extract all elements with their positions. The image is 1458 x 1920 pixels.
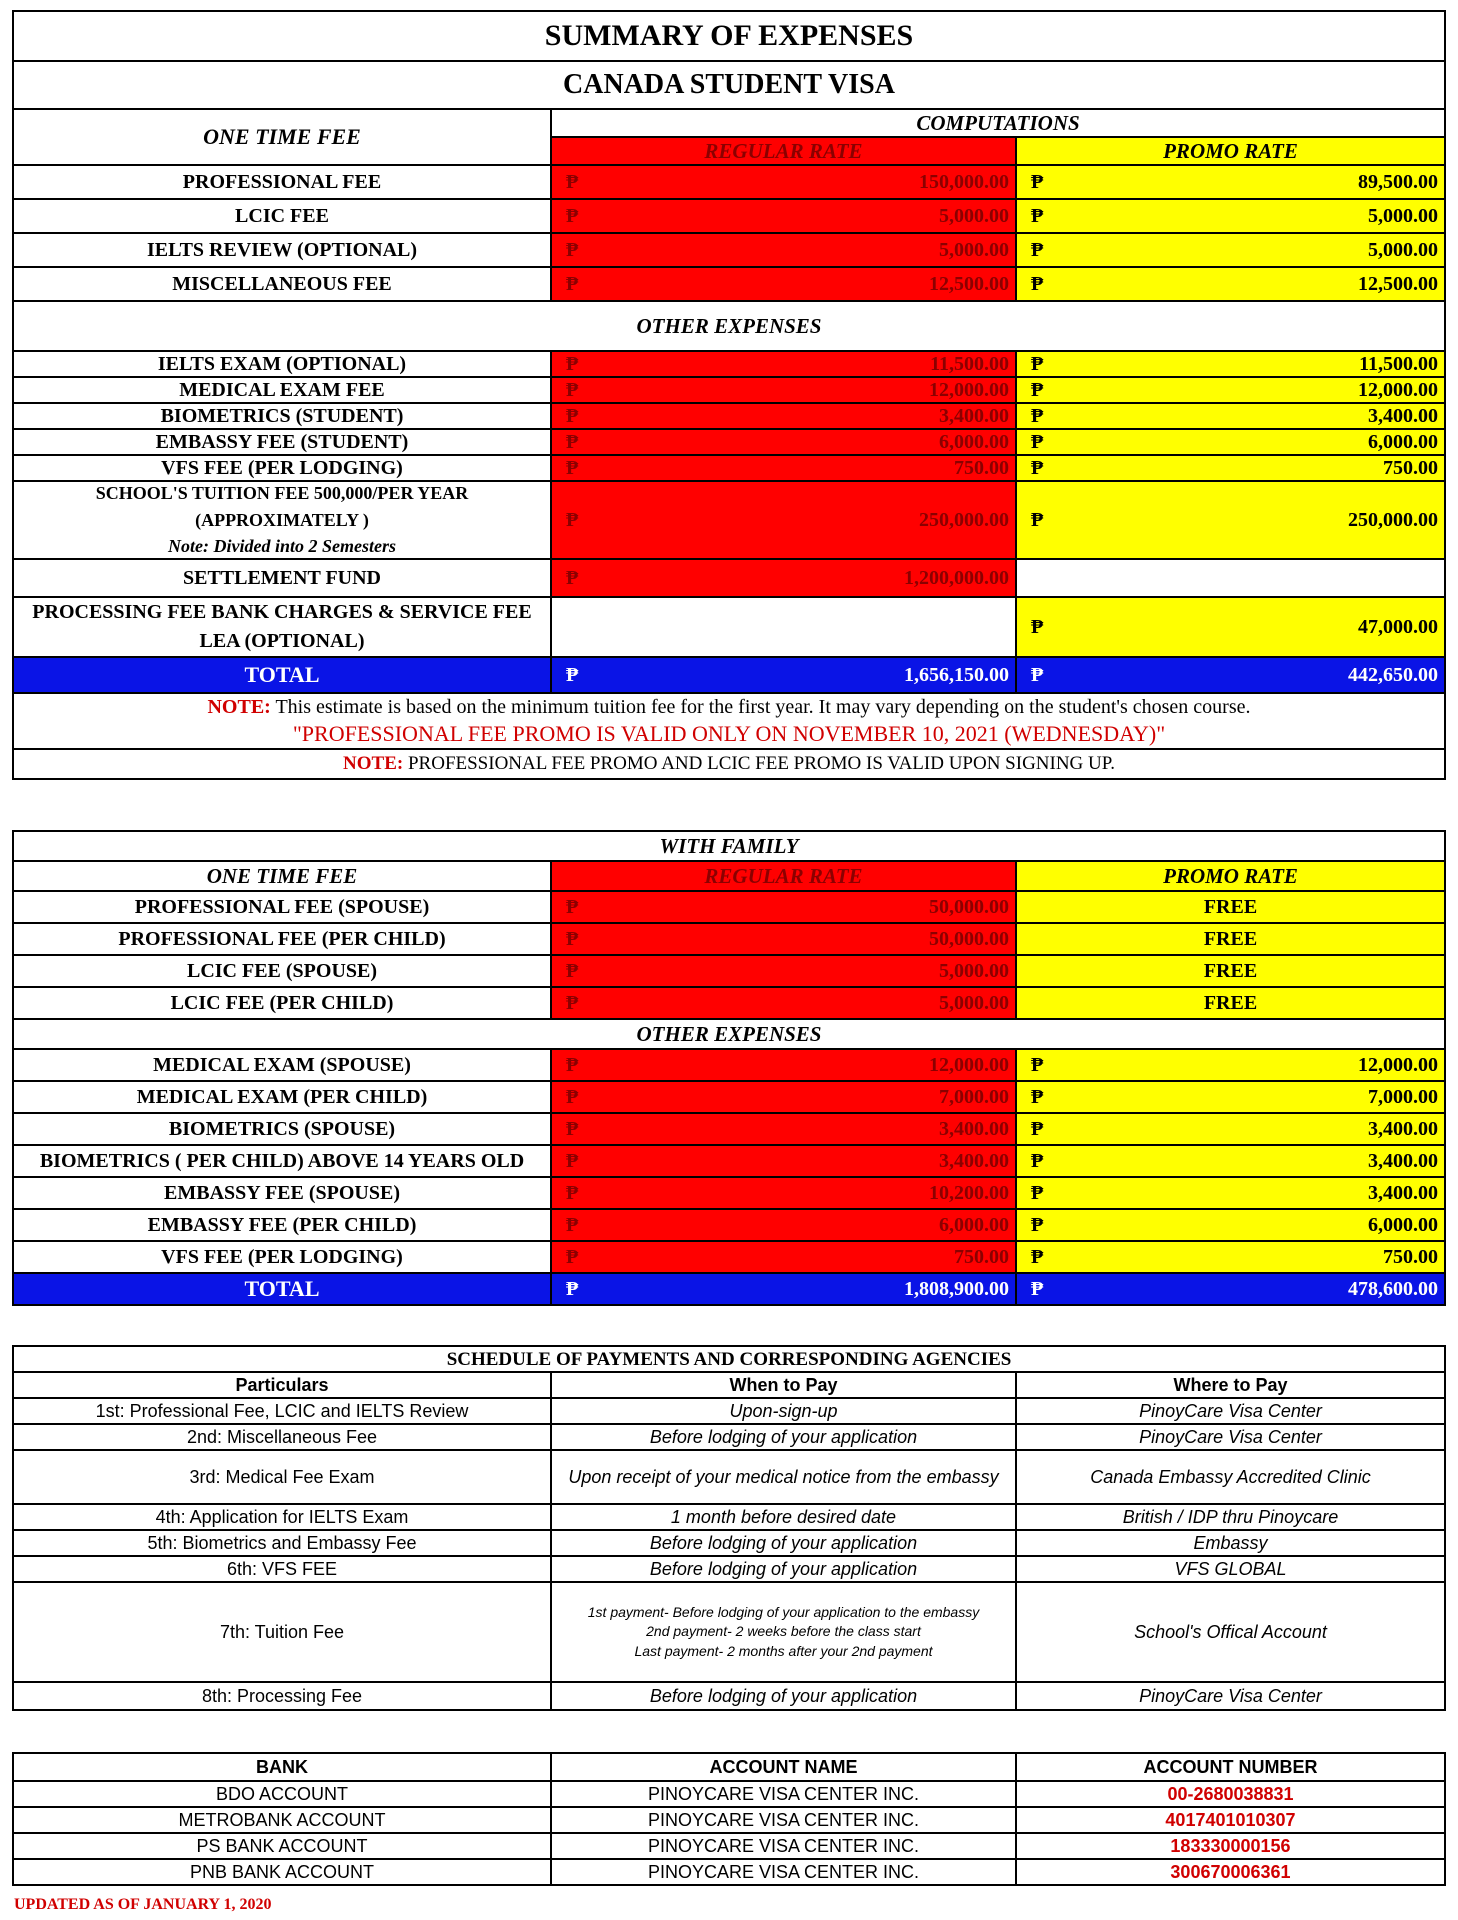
family-fee-regular <box>551 987 1016 1019</box>
account-name: PINOYCARE VISA CENTER INC. <box>551 1833 1016 1859</box>
bank-name: PNB BANK ACCOUNT <box>13 1859 551 1885</box>
amount-value: 7,000.00 <box>1368 1086 1439 1108</box>
schedule-when: Before lodging of your application <box>551 1682 1016 1710</box>
peso-sign: ₱ <box>1031 1118 1044 1140</box>
processing-regular-empty <box>551 597 1016 657</box>
student-total-row <box>13 657 1445 693</box>
family-expense-label: MEDICAL EXAM (PER CHILD) <box>13 1081 551 1113</box>
family-fee-promo: FREE <box>1016 891 1445 923</box>
amount-value: 6,000.00 <box>939 431 1009 453</box>
peso-sign: ₱ <box>566 353 579 375</box>
family-expense-promo <box>1016 1241 1445 1273</box>
page-title: SUMMARY OF EXPENSES <box>13 11 1445 61</box>
bank-header-name: ACCOUNT NAME <box>551 1753 1016 1781</box>
schedule-particular: 6th: VFS FEE <box>13 1556 551 1582</box>
family-expense-regular <box>551 1241 1016 1273</box>
family-other-rows <box>13 1049 1445 1273</box>
family-expense-promo <box>1016 1145 1445 1177</box>
schedule-row <box>13 1398 1445 1424</box>
family-total-regular: ₱ 1,808,900.00 <box>551 1273 1016 1305</box>
peso-sign: ₱ <box>1031 431 1044 453</box>
family-fee-row <box>13 923 1445 955</box>
fee-row <box>13 267 1445 301</box>
bank-row <box>13 1833 1445 1859</box>
amount-value: 50,000.00 <box>929 928 1009 950</box>
amount-value: 5,000.00 <box>1368 205 1439 227</box>
student-total-label: TOTAL <box>13 657 551 693</box>
account-name: PINOYCARE VISA CENTER INC. <box>551 1859 1016 1885</box>
schedule-when: Before lodging of your application <box>551 1556 1016 1582</box>
peso-sign: ₱ <box>1031 205 1044 227</box>
student-other-rows <box>13 351 1445 481</box>
expense-row <box>13 351 1445 377</box>
fee-regular <box>551 165 1016 199</box>
amount-value: 750.00 <box>954 457 1009 479</box>
fee-label: PROFESSIONAL FEE <box>13 165 551 199</box>
amount-value: 12,000.00 <box>929 1054 1009 1076</box>
family-expense-row <box>13 1049 1445 1081</box>
amount-value: 5,000.00 <box>939 239 1009 261</box>
page-subtitle: CANADA STUDENT VISA <box>13 61 1445 109</box>
expense-regular <box>551 351 1016 377</box>
family-expense-label: BIOMETRICS (SPOUSE) <box>13 1113 551 1145</box>
schedule-where: PinoyCare Visa Center <box>1016 1398 1445 1424</box>
payment-schedule-table <box>12 1345 1446 1711</box>
family-expense-regular <box>551 1049 1016 1081</box>
peso-sign: ₱ <box>566 171 579 193</box>
peso-sign: ₱ <box>566 1150 579 1172</box>
family-regular-rate-header: REGULAR RATE <box>551 861 1016 891</box>
peso-sign: ₱ <box>566 1246 579 1268</box>
peso-sign: ₱ <box>1031 1246 1044 1268</box>
schedule-processing-row <box>13 1682 1445 1710</box>
fee-label: IELTS REVIEW (OPTIONAL) <box>13 233 551 267</box>
amount-value: 11,500.00 <box>930 353 1009 375</box>
family-fee-promo: FREE <box>1016 955 1445 987</box>
expense-row <box>13 429 1445 455</box>
account-number: 00-2680038831 <box>1016 1781 1445 1807</box>
family-fee-label: PROFESSIONAL FEE (SPOUSE) <box>13 891 551 923</box>
peso-sign: ₱ <box>566 205 579 227</box>
peso-sign: ₱ <box>1031 457 1044 479</box>
family-fee-row <box>13 987 1445 1019</box>
expense-regular <box>551 377 1016 403</box>
amount-value: 12,000.00 <box>1358 1054 1439 1076</box>
tuition-row <box>13 481 1445 559</box>
peso-sign: ₱ <box>1031 273 1044 295</box>
expense-label: BIOMETRICS (STUDENT) <box>13 403 551 429</box>
bank-name: METROBANK ACCOUNT <box>13 1807 551 1833</box>
family-expense-row <box>13 1081 1445 1113</box>
schedule-particular: 3rd: Medical Fee Exam <box>13 1450 551 1504</box>
schedule-title: SCHEDULE OF PAYMENTS AND CORRESPONDING AGENCIES <box>13 1346 1445 1372</box>
amount-value: 6,000.00 <box>1368 1214 1439 1236</box>
student-expenses-table <box>12 10 1446 780</box>
schedule-when: 1st payment- Before lodging of your application to the embassy 2nd payment- 2 weeks before the class start Last payment- 2 months after your 2nd payment <box>551 1582 1016 1682</box>
promo-notice: "PROFESSIONAL FEE PROMO IS VALID ONLY ON NOVEMBER 10, 2021 (WEDNESDAY)" <box>13 721 1445 749</box>
family-expense-row <box>13 1145 1445 1177</box>
student-one-time-rows <box>13 165 1445 301</box>
family-fee-regular <box>551 955 1016 987</box>
amount-value: 89,500.00 <box>1358 171 1439 193</box>
account-name: PINOYCARE VISA CENTER INC. <box>551 1781 1016 1807</box>
settlement-row <box>13 559 1445 597</box>
amount-value: 3,400.00 <box>1368 1150 1439 1172</box>
tuition-promo: ₱ 250,000.00 <box>1016 481 1445 559</box>
schedule-where: British / IDP thru Pinoycare <box>1016 1504 1445 1530</box>
family-expense-regular <box>551 1177 1016 1209</box>
promo-rate-header: PROMO RATE <box>1016 137 1445 165</box>
peso-sign: ₱ <box>566 379 579 401</box>
amount-value: 750.00 <box>1383 457 1439 479</box>
peso-sign: ₱ <box>1031 239 1044 261</box>
schedule-row <box>13 1424 1445 1450</box>
student-total-promo: ₱ 442,650.00 <box>1016 657 1445 693</box>
schedule-where: School's Offical Account <box>1016 1582 1445 1682</box>
account-name: PINOYCARE VISA CENTER INC. <box>551 1807 1016 1833</box>
schedule-particular: 5th: Biometrics and Embassy Fee <box>13 1530 551 1556</box>
with-family-title: WITH FAMILY <box>13 831 1445 861</box>
family-expense-label: MEDICAL EXAM (SPOUSE) <box>13 1049 551 1081</box>
regular-rate-header: REGULAR RATE <box>551 137 1016 165</box>
peso-sign: ₱ <box>566 1214 579 1236</box>
peso-sign: ₱ <box>1031 1182 1044 1204</box>
peso-sign: ₱ <box>566 457 579 479</box>
amount-value: 3,400.00 <box>1368 405 1439 427</box>
amount-value: 750.00 <box>954 1246 1009 1268</box>
amount-value: 50,000.00 <box>929 896 1009 918</box>
tuition-label: SCHOOL'S TUITION FEE 500,000/PER YEAR (APPROXIMATELY ) Note: Divided into 2 Semesters <box>13 481 551 559</box>
account-number: 183330000156 <box>1016 1833 1445 1859</box>
account-number: 4017401010307 <box>1016 1807 1445 1833</box>
amount-value: 10,200.00 <box>929 1182 1009 1204</box>
estimate-note: NOTE: This estimate is based on the minimum tuition fee for the first year. It may vary depending on the student's chosen course. <box>13 693 1445 721</box>
schedule-header-where: Where to Pay <box>1016 1372 1445 1398</box>
processing-row <box>13 597 1445 657</box>
amount-value: 12,000.00 <box>929 379 1009 401</box>
amount-value: 5,000.00 <box>939 992 1009 1014</box>
peso-sign: ₱ <box>1031 1150 1044 1172</box>
family-expense-label: BIOMETRICS ( PER CHILD) ABOVE 14 YEARS OLD <box>13 1145 551 1177</box>
schedule-tuition-row <box>13 1582 1445 1682</box>
family-expense-promo <box>1016 1049 1445 1081</box>
schedule-where: Embassy <box>1016 1530 1445 1556</box>
schedule-header-particulars: Particulars <box>13 1372 551 1398</box>
schedule-row <box>13 1504 1445 1530</box>
peso-sign: ₱ <box>566 1118 579 1140</box>
family-expense-promo <box>1016 1113 1445 1145</box>
family-fee-regular <box>551 923 1016 955</box>
family-total-label: TOTAL <box>13 1273 551 1305</box>
family-expense-row <box>13 1209 1445 1241</box>
fee-promo <box>1016 267 1445 301</box>
settlement-promo-empty <box>1016 559 1445 597</box>
family-expense-label: EMBASSY FEE (SPOUSE) <box>13 1177 551 1209</box>
schedule-where: VFS GLOBAL <box>1016 1556 1445 1582</box>
amount-value: 6,000.00 <box>1368 431 1439 453</box>
expense-regular <box>551 403 1016 429</box>
fee-regular <box>551 199 1016 233</box>
fee-promo <box>1016 199 1445 233</box>
expense-promo <box>1016 377 1445 403</box>
peso-sign: ₱ <box>566 431 579 453</box>
family-expense-regular <box>551 1113 1016 1145</box>
processing-label: PROCESSING FEE BANK CHARGES & SERVICE FEE LEA (OPTIONAL) <box>13 597 551 657</box>
fee-regular <box>551 233 1016 267</box>
tuition-regular: ₱ 250,000.00 <box>551 481 1016 559</box>
peso-sign: ₱ <box>566 1086 579 1108</box>
family-fee-row <box>13 891 1445 923</box>
family-other-expenses-label: OTHER EXPENSES <box>13 1019 1445 1049</box>
amount-value: 12,500.00 <box>1358 273 1439 295</box>
amount-value: 5,000.00 <box>939 960 1009 982</box>
schedule-where: PinoyCare Visa Center <box>1016 1424 1445 1450</box>
family-expense-label: VFS FEE (PER LODGING) <box>13 1241 551 1273</box>
other-expenses-label: OTHER EXPENSES <box>13 301 1445 351</box>
family-fee-label: LCIC FEE (PER CHILD) <box>13 987 551 1019</box>
fee-row <box>13 233 1445 267</box>
amount-value: 3,400.00 <box>1368 1182 1439 1204</box>
amount-value: 5,000.00 <box>939 205 1009 227</box>
amount-value: 3,400.00 <box>1368 1118 1439 1140</box>
schedule-where: Canada Embassy Accredited Clinic <box>1016 1450 1445 1504</box>
peso-sign: ₱ <box>566 896 579 918</box>
schedule-rows <box>13 1398 1445 1582</box>
settlement-label: SETTLEMENT FUND <box>13 559 551 597</box>
expense-row <box>13 455 1445 481</box>
amount-value: 3,400.00 <box>939 405 1009 427</box>
fee-label: MISCELLANEOUS FEE <box>13 267 551 301</box>
family-expense-row <box>13 1241 1445 1273</box>
bank-header-number: ACCOUNT NUMBER <box>1016 1753 1445 1781</box>
fee-regular <box>551 267 1016 301</box>
schedule-when: 1 month before desired date <box>551 1504 1016 1530</box>
bank-rows <box>13 1781 1445 1885</box>
peso-sign: ₱ <box>566 1054 579 1076</box>
family-total-row <box>13 1273 1445 1305</box>
schedule-particular: 4th: Application for IELTS Exam <box>13 1504 551 1530</box>
schedule-when: Before lodging of your application <box>551 1530 1016 1556</box>
schedule-header-when: When to Pay <box>551 1372 1016 1398</box>
bank-row <box>13 1807 1445 1833</box>
fee-label: LCIC FEE <box>13 199 551 233</box>
peso-sign: ₱ <box>566 928 579 950</box>
peso-sign: ₱ <box>566 405 579 427</box>
processing-promo: ₱ 47,000.00 <box>1016 597 1445 657</box>
expense-promo <box>1016 429 1445 455</box>
updated-date: UPDATED AS OF JANUARY 1, 2020 <box>14 1896 272 1913</box>
fee-row <box>13 199 1445 233</box>
bank-name: PS BANK ACCOUNT <box>13 1833 551 1859</box>
family-one-time-fee-label: ONE TIME FEE <box>13 861 551 891</box>
family-expense-promo <box>1016 1081 1445 1113</box>
bank-row <box>13 1859 1445 1885</box>
peso-sign: ₱ <box>1031 171 1044 193</box>
peso-sign: ₱ <box>1031 1086 1044 1108</box>
family-fee-regular <box>551 891 1016 923</box>
expense-label: EMBASSY FEE (STUDENT) <box>13 429 551 455</box>
family-expense-row <box>13 1177 1445 1209</box>
expense-label: MEDICAL EXAM FEE <box>13 377 551 403</box>
expense-row <box>13 403 1445 429</box>
amount-value: 11,500.00 <box>1359 353 1439 375</box>
family-fee-row <box>13 955 1445 987</box>
amount-value: 12,500.00 <box>929 273 1009 295</box>
expense-regular <box>551 429 1016 455</box>
family-fee-label: LCIC FEE (SPOUSE) <box>13 955 551 987</box>
schedule-particular: 8th: Processing Fee <box>13 1682 551 1710</box>
family-expense-promo <box>1016 1177 1445 1209</box>
amount-value: 750.00 <box>1383 1246 1439 1268</box>
peso-sign: ₱ <box>1031 353 1044 375</box>
bank-accounts-table <box>12 1752 1446 1886</box>
amount-value: 3,400.00 <box>939 1150 1009 1172</box>
amount-value: 7,000.00 <box>939 1086 1009 1108</box>
family-total-promo: ₱ 478,600.00 <box>1016 1273 1445 1305</box>
family-fee-promo: FREE <box>1016 987 1445 1019</box>
peso-sign: ₱ <box>566 1182 579 1204</box>
bank-header-bank: BANK <box>13 1753 551 1781</box>
schedule-when: Before lodging of your application <box>551 1424 1016 1450</box>
computations-label: COMPUTATIONS <box>551 109 1445 137</box>
fee-promo <box>1016 233 1445 267</box>
peso-sign: ₱ <box>566 273 579 295</box>
schedule-particular: 7th: Tuition Fee <box>13 1582 551 1682</box>
schedule-when: Upon receipt of your medical notice from the embassy <box>551 1450 1016 1504</box>
fee-row <box>13 165 1445 199</box>
peso-sign: ₱ <box>1031 405 1044 427</box>
account-number: 300670006361 <box>1016 1859 1445 1885</box>
bank-row <box>13 1781 1445 1807</box>
family-expense-row <box>13 1113 1445 1145</box>
family-expense-regular <box>551 1081 1016 1113</box>
settlement-regular: ₱ 1,200,000.00 <box>551 559 1016 597</box>
schedule-row <box>13 1530 1445 1556</box>
bank-name: BDO ACCOUNT <box>13 1781 551 1807</box>
expense-label: IELTS EXAM (OPTIONAL) <box>13 351 551 377</box>
family-expense-promo <box>1016 1209 1445 1241</box>
family-one-time-rows <box>13 891 1445 1019</box>
peso-sign: ₱ <box>566 992 579 1014</box>
family-promo-rate-header: PROMO RATE <box>1016 861 1445 891</box>
schedule-when: Upon-sign-up <box>551 1398 1016 1424</box>
expense-row <box>13 377 1445 403</box>
schedule-where: PinoyCare Visa Center <box>1016 1682 1445 1710</box>
expense-promo <box>1016 455 1445 481</box>
schedule-row <box>13 1450 1445 1504</box>
amount-value: 3,400.00 <box>939 1118 1009 1140</box>
peso-sign: ₱ <box>1031 379 1044 401</box>
family-expense-regular <box>551 1145 1016 1177</box>
schedule-row <box>13 1556 1445 1582</box>
expense-promo <box>1016 351 1445 377</box>
family-expense-regular <box>551 1209 1016 1241</box>
peso-sign: ₱ <box>1031 1054 1044 1076</box>
peso-sign: ₱ <box>566 239 579 261</box>
one-time-fee-label: ONE TIME FEE <box>13 109 551 165</box>
amount-value: 6,000.00 <box>939 1214 1009 1236</box>
student-total-regular: ₱ 1,656,150.00 <box>551 657 1016 693</box>
family-fee-label: PROFESSIONAL FEE (PER CHILD) <box>13 923 551 955</box>
expense-regular <box>551 455 1016 481</box>
signing-note: NOTE: PROFESSIONAL FEE PROMO AND LCIC FEE PROMO IS VALID UPON SIGNING UP. <box>13 749 1445 779</box>
amount-value: 150,000.00 <box>919 171 1009 193</box>
peso-sign: ₱ <box>566 960 579 982</box>
expense-promo <box>1016 403 1445 429</box>
family-expenses-table <box>12 830 1446 1306</box>
schedule-particular: 2nd: Miscellaneous Fee <box>13 1424 551 1450</box>
fee-promo <box>1016 165 1445 199</box>
schedule-particular: 1st: Professional Fee, LCIC and IELTS Review <box>13 1398 551 1424</box>
family-fee-promo: FREE <box>1016 923 1445 955</box>
family-expense-label: EMBASSY FEE (PER CHILD) <box>13 1209 551 1241</box>
amount-value: 12,000.00 <box>1358 379 1439 401</box>
amount-value: 5,000.00 <box>1368 239 1439 261</box>
peso-sign: ₱ <box>1031 1214 1044 1236</box>
expense-label: VFS FEE (PER LODGING) <box>13 455 551 481</box>
